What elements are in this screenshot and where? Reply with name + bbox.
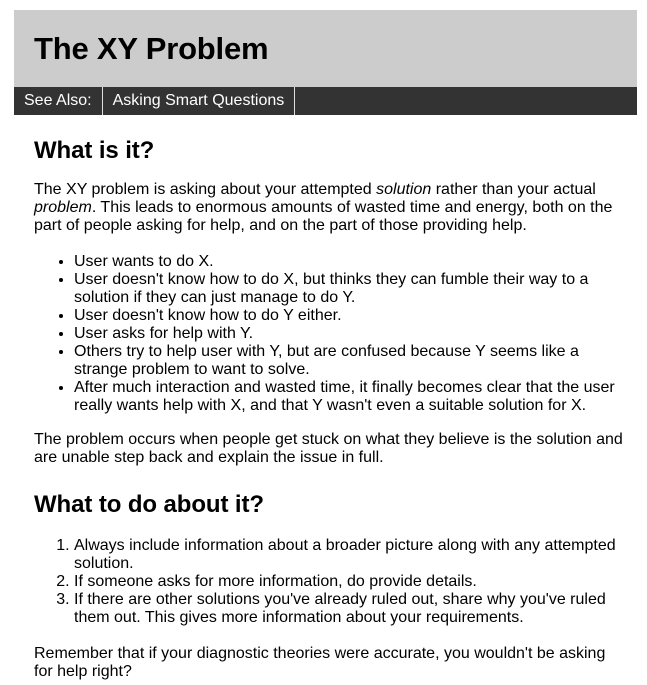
intro-text: rather than your actual <box>431 181 596 198</box>
section-heading-what-is-it: What is it? <box>34 137 155 164</box>
scenario-bullet-list <box>34 253 624 415</box>
closing-paragraph: Remember that if your diagnostic theories were accurate, you wouldn't be asking for help right? <box>34 645 606 680</box>
list-item: • User doesn't know how to do X, but thinks they can fumble their way to a solution if they can just manage to do Y. <box>74 271 624 307</box>
list-item: • Others try to help user with Y, but are confused because Y seems like a strange problem to want to solve. <box>74 343 624 379</box>
see-also-nav <box>14 87 637 115</box>
list-item: • User wants to do X. <box>74 253 624 271</box>
emphasis-solution: solution <box>376 181 432 198</box>
page-header <box>14 10 637 115</box>
intro-text: The XY problem is asking about your attempted <box>34 181 377 198</box>
advice-numbered-list <box>34 537 624 627</box>
list-item: 1. Always include information about a broader picture along with any attempted solution. <box>74 537 624 573</box>
main-content <box>34 115 624 681</box>
page-title: The XY Problem <box>34 31 269 66</box>
list-item: • After much interaction and wasted time, it finally becomes clear that the user really wants help with X, and that Y wasn't even a suitable solution for X. <box>74 379 624 415</box>
emphasis-problem: problem <box>34 199 92 216</box>
see-also-label: See Also: <box>14 87 103 115</box>
list-item: • User asks for help with Y. <box>74 325 624 343</box>
intro-text: . This leads to enormous amounts of wasted time and energy, both on the part of people asking for help, and on the part of those providing help. <box>34 199 613 234</box>
intro-paragraph <box>34 181 624 235</box>
list-item: 3. If there are other solutions you've already ruled out, share why you've ruled them out. This gives more information about your requirements. <box>74 591 624 627</box>
list-item: • User doesn't know how to do Y either. <box>74 307 624 325</box>
title-bar <box>14 10 637 87</box>
asking-smart-questions-link[interactable]: Asking Smart Questions <box>103 87 296 115</box>
problem-summary-paragraph: The problem occurs when people get stuck on what they believe is the solution and are unable step back and explain the issue in full. <box>34 431 623 466</box>
section-heading-what-to-do: What to do about it? <box>34 491 264 518</box>
list-item: 2. If someone asks for more information, do provide details. <box>74 573 624 591</box>
